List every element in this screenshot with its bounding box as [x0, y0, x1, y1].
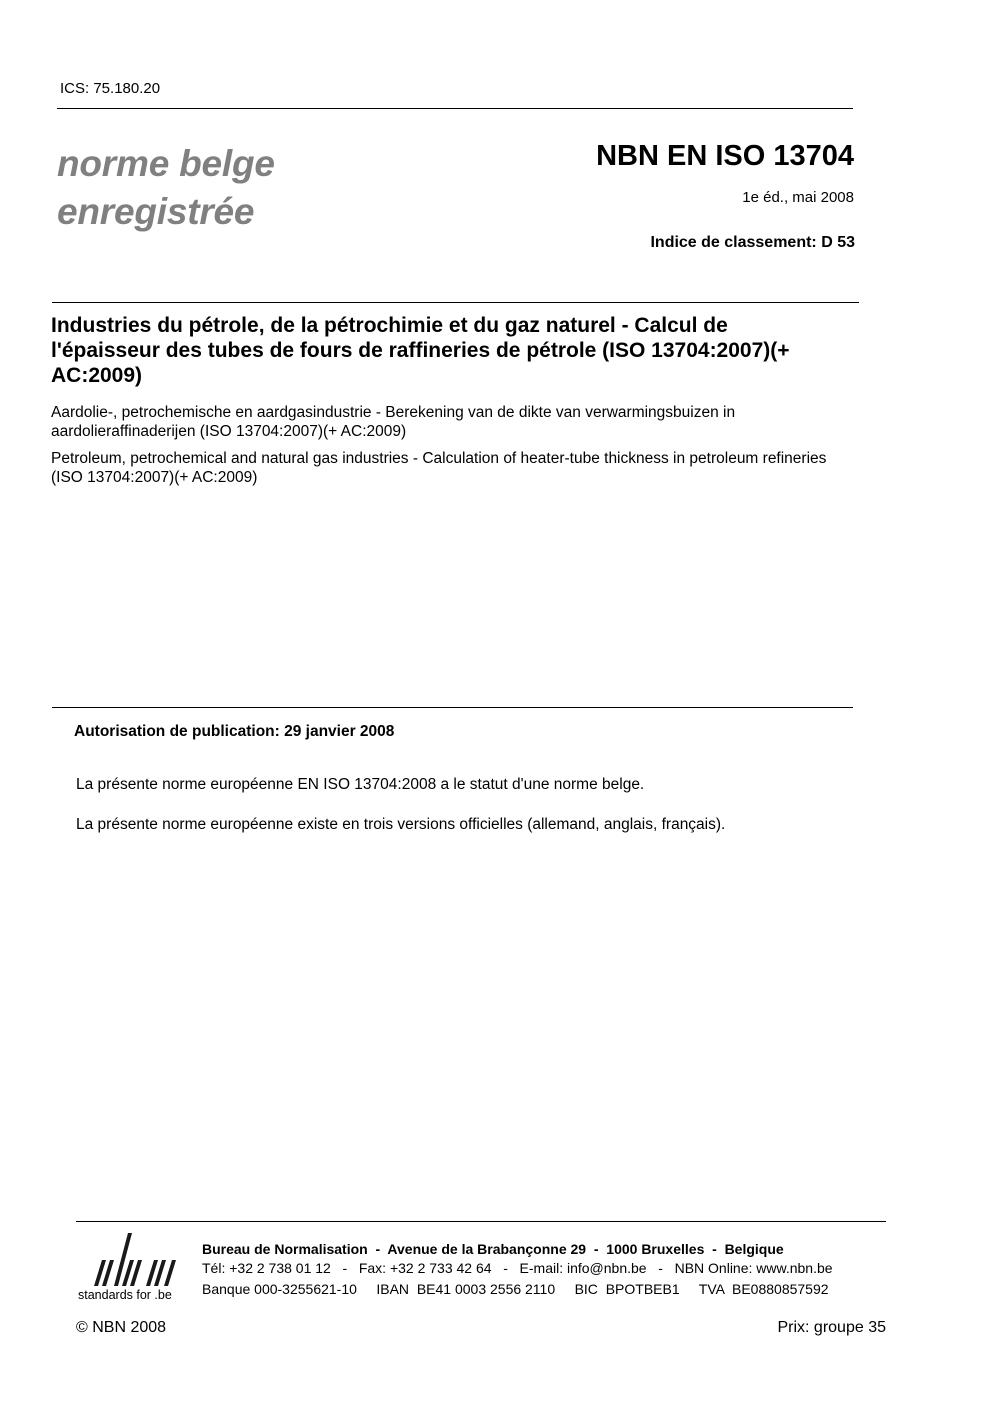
footer-address: Bureau de Normalisation - Avenue de la Brabançonne 29 - 1000 Bruxelles - Belgique — [202, 1241, 784, 1257]
classification-index: Indice de classement: D 53 — [650, 234, 855, 251]
footer-rule — [76, 1221, 886, 1222]
header-rule — [57, 108, 853, 109]
title-rule-bottom — [52, 707, 853, 708]
status-paragraph: La présente norme européenne EN ISO 13704:2008 a le statut d'une norme belge. — [76, 776, 645, 793]
publication-authorisation: Autorisation de publication: 29 janvier 2008 — [74, 723, 395, 740]
brand-line-1: norme belge — [57, 143, 275, 184]
brand-line-2: enregistrée — [57, 191, 255, 232]
versions-paragraph: La présente norme européenne existe en trois versions officielles (allemand, anglais, français). — [76, 816, 726, 833]
logo-tagline: standards for .be — [78, 1288, 172, 1302]
title-rule-top — [52, 302, 859, 303]
brand-title — [57, 140, 275, 236]
title-french: Industries du pétrole, de la pétrochimie et du gaz naturel - Calcul de l'épaisseur des tubes de fours de raffineries de pétrole (ISO 13704:2007)(+ AC:2009) — [51, 314, 790, 387]
price-group: Prix: groupe 35 — [777, 1319, 886, 1336]
title-english: Petroleum, petrochemical and natural gas industries - Calculation of heater-tube thickness in petroleum refineries (ISO 13704:2007)(+ AC:2009) — [51, 450, 827, 486]
standard-number: NBN EN ISO 13704 — [596, 140, 854, 172]
copyright: © NBN 2008 — [76, 1319, 167, 1336]
footer-contact: Tél: +32 2 738 01 12 - Fax: +32 2 733 42 64 - E-mail: info@nbn.be - NBN Online: www.nbn.be — [202, 1260, 833, 1276]
title-dutch: Aardolie-, petrochemische en aardgasindustrie - Berekening van de dikte van verwarmingsbuizen in aardolieraffinaderijen (ISO 13704:2007)(+ AC:2009) — [51, 404, 736, 440]
edition-date: 1e éd., mai 2008 — [742, 189, 854, 206]
footer-banking: Banque 000-3255621-10 IBAN BE41 0003 2556 2110 BIC BPOTBEB1 TVA BE0880857592 — [202, 1281, 829, 1297]
ics-code: ICS: 75.180.20 — [60, 80, 161, 97]
